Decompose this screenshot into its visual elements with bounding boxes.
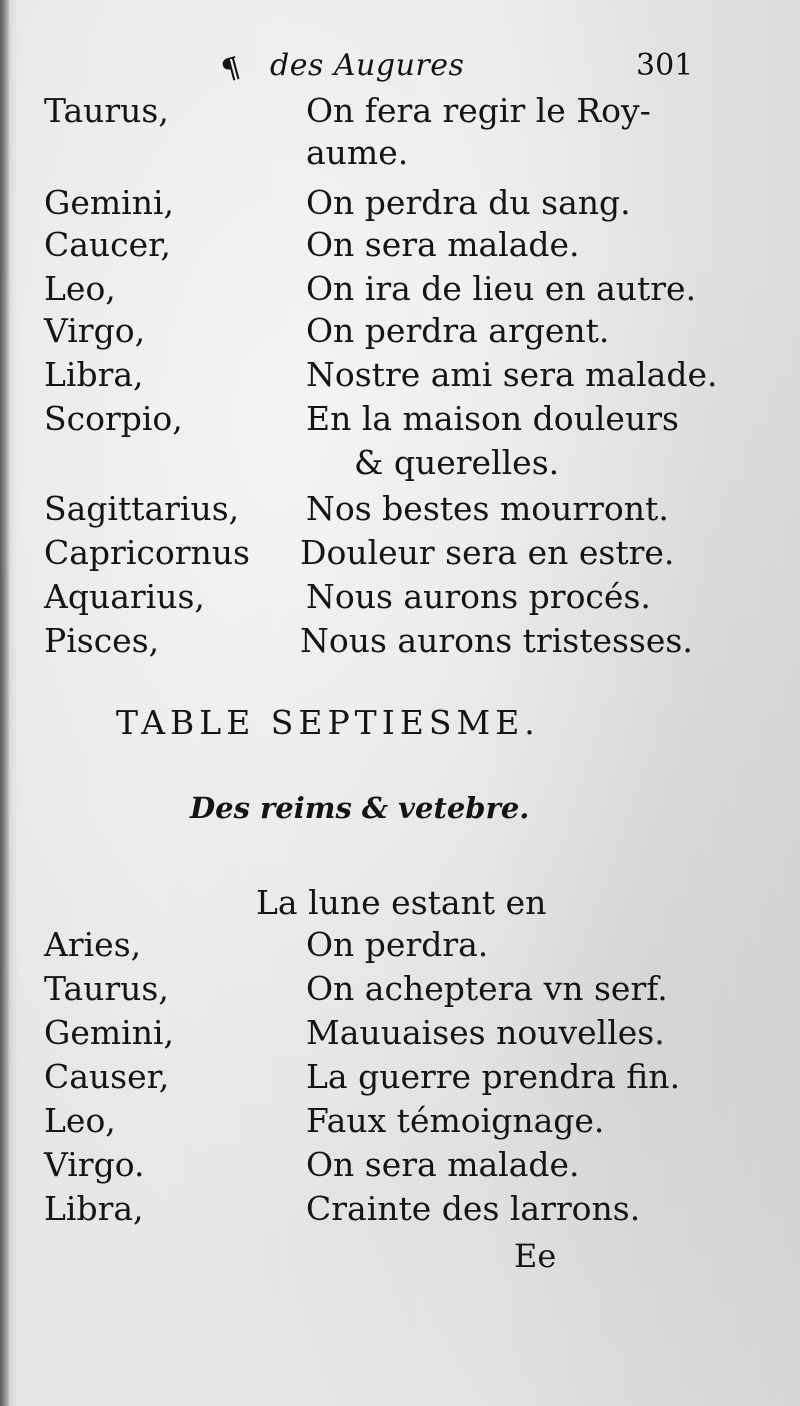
table-title: TABLE SEPTIESME. xyxy=(116,703,540,742)
omen-text: Nos bestes mourront. xyxy=(306,489,669,528)
omen-row xyxy=(0,396,800,442)
omen-continuation: & querelles. xyxy=(354,443,560,482)
omen-text: On perdra argent. xyxy=(306,311,610,350)
omen-row xyxy=(0,180,800,226)
omen-text: On perdra du sang. xyxy=(306,183,631,222)
omen-row xyxy=(0,308,800,354)
omen-row xyxy=(0,1142,800,1188)
omen-row xyxy=(0,966,800,1012)
omen-text: On acheptera vn serf. xyxy=(306,969,668,1008)
omen-row xyxy=(0,88,800,134)
omen-text: La guerre prendra fin. xyxy=(306,1057,681,1096)
omen-text: Nostre ami sera malade. xyxy=(306,355,718,394)
omen-text: En la maison douleurs xyxy=(306,399,679,438)
zodiac-sign: Caucer, xyxy=(44,225,171,264)
omen-text: On sera malade. xyxy=(306,1145,580,1184)
omen-row xyxy=(0,1054,800,1100)
omen-row xyxy=(0,922,800,968)
omen-text: Douleur sera en estre. xyxy=(300,533,675,572)
zodiac-sign: Sagittarius, xyxy=(44,489,240,528)
omen-text: Nous aurons tristesses. xyxy=(300,621,693,660)
omen-row xyxy=(0,266,800,312)
omen-row xyxy=(0,618,800,664)
page-header xyxy=(0,44,800,94)
omen-text: On ira de lieu en autre. xyxy=(306,269,697,308)
zodiac-sign: Taurus, xyxy=(44,91,169,130)
omen-text: Mauuaises nouvelles. xyxy=(306,1013,665,1052)
zodiac-sign: Libra, xyxy=(44,355,144,394)
zodiac-sign: Taurus, xyxy=(44,969,169,1008)
omen-row xyxy=(0,352,800,398)
omen-text: On perdra. xyxy=(306,925,489,964)
omen-text: On fera regir le Roy- xyxy=(306,91,651,130)
zodiac-sign: Aries, xyxy=(44,925,142,964)
zodiac-sign: Leo, xyxy=(44,1101,116,1140)
zodiac-sign: Capricornus xyxy=(44,533,250,572)
paragraph-mark: ¶ xyxy=(218,50,244,87)
omen-row xyxy=(0,486,800,532)
running-title: des Augures xyxy=(270,48,465,83)
zodiac-sign: Leo, xyxy=(44,269,116,308)
zodiac-sign: Gemini, xyxy=(44,183,175,222)
zodiac-sign: Gemini, xyxy=(44,1013,175,1052)
omen-row xyxy=(0,1010,800,1056)
zodiac-sign: Pisces, xyxy=(44,621,160,660)
omen-row xyxy=(0,530,800,576)
table-intro: La lune estant en xyxy=(256,883,547,922)
omen-text: Nous aurons procés. xyxy=(306,577,651,616)
omen-row xyxy=(0,1098,800,1144)
table-subtitle: Des reims & vetebre. xyxy=(190,791,530,825)
catchword: Ee xyxy=(514,1237,557,1275)
zodiac-sign: Aquarius, xyxy=(44,577,205,616)
omen-text: Faux témoignage. xyxy=(306,1101,605,1140)
zodiac-sign: Virgo. xyxy=(44,1145,145,1184)
omen-row xyxy=(0,222,800,268)
omen-row xyxy=(0,1186,800,1232)
page-number: 301 xyxy=(636,48,694,83)
zodiac-sign: Libra, xyxy=(44,1189,144,1228)
omen-continuation: aume. xyxy=(306,133,409,172)
omen-text: On sera malade. xyxy=(306,225,580,264)
zodiac-sign: Causer, xyxy=(44,1057,170,1096)
omen-text: Crainte des larrons. xyxy=(306,1189,641,1228)
omen-row xyxy=(0,574,800,620)
zodiac-sign: Virgo, xyxy=(44,311,146,350)
zodiac-sign: Scorpio, xyxy=(44,399,183,438)
